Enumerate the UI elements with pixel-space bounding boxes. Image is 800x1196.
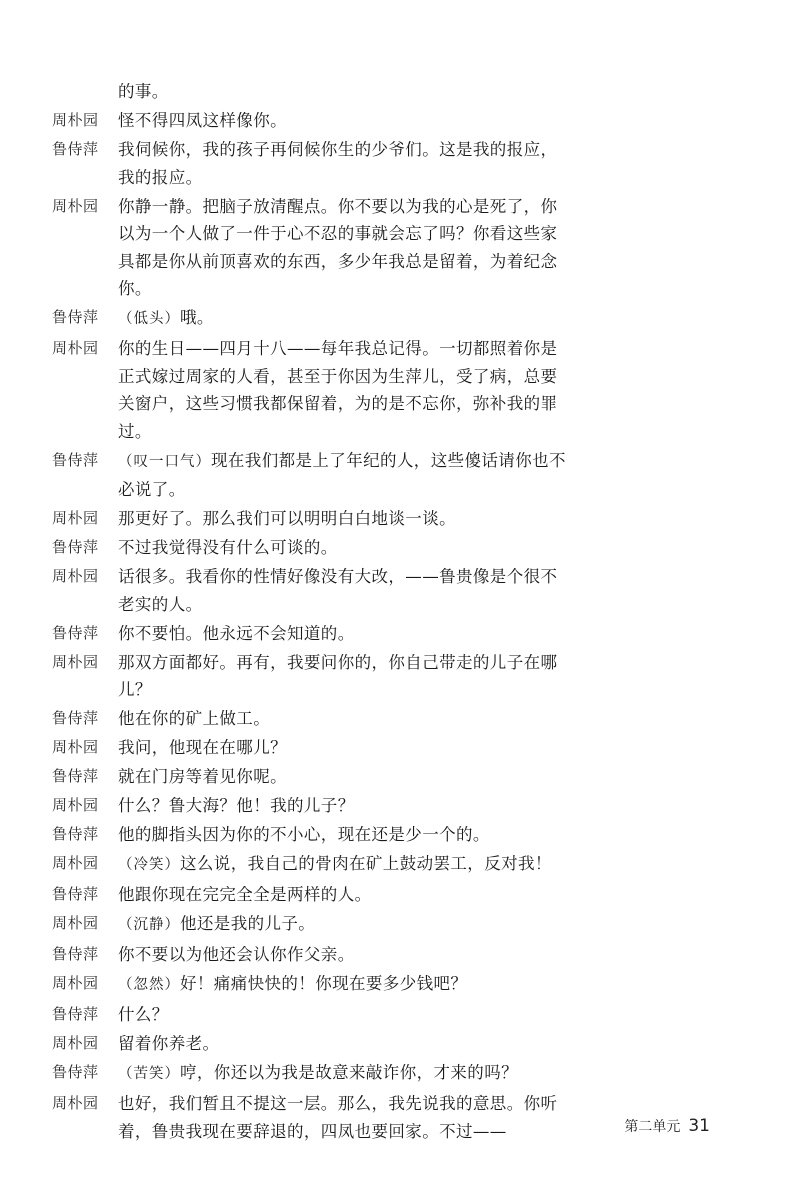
speaker-name: 周朴园 [52, 738, 99, 756]
speech-body: 留着你养老。 [118, 1034, 220, 1053]
dialogue-line [52, 941, 572, 970]
speech-text [118, 881, 572, 909]
speech-body: 的事。 [118, 82, 169, 101]
page-number: 31 [688, 1116, 710, 1136]
dialogue-line [52, 335, 572, 447]
speaker-name: 鲁侍萍 [52, 623, 99, 642]
dialogue-line [52, 1030, 572, 1059]
dialogue-line [52, 910, 572, 941]
dialogue-line [52, 193, 572, 305]
speaker-name: 鲁侍萍 [52, 140, 99, 158]
speech-text [118, 620, 572, 648]
speaker-name: 鲁侍萍 [52, 709, 99, 727]
speech-text [118, 136, 572, 191]
speech-text [118, 734, 572, 762]
speech-body: 那更好了。那么我们可以明明白白地谈一谈。 [118, 509, 456, 528]
dialogue-line [52, 563, 572, 620]
speaker-name: 鲁侍萍 [52, 1063, 99, 1081]
dialogue-line [52, 881, 572, 910]
stage-direction: （冷笑） [118, 857, 180, 873]
speech-body: 我问，他现在在哪儿？ [118, 738, 287, 757]
speech-body: 不过我觉得没有什么可谈的。 [118, 538, 338, 557]
speech-text [118, 1059, 572, 1089]
dialogue-line [52, 763, 572, 792]
speaker-name: 周朴园 [52, 339, 99, 357]
speech-body: 什么？ [118, 1005, 169, 1024]
dialogue-line [52, 649, 572, 706]
speech-body: 那双方面都好。再有，我要问你的，你自己带走的儿子在哪儿？ [118, 652, 558, 699]
speaker-name: 周朴园 [52, 854, 99, 872]
dialogue-line [52, 534, 572, 563]
speech-text [118, 850, 572, 880]
speech-text [118, 335, 572, 445]
speech-body: 话很多。我看你的性情好像没有大改，——鲁贵像是个很不老实的人。 [118, 567, 558, 614]
speech-text [118, 649, 572, 704]
dialogue-line [52, 447, 572, 506]
speaker-name: 周朴园 [52, 974, 99, 992]
dialogue-text [52, 78, 572, 1147]
speaker-name: 周朴园 [52, 567, 99, 585]
speech-body: 你静一静。把脑子放清醒点。你不要以为我的心是死了，你以为一个人做了一件于心不忍的事就会忘了吗？你看这些家具都是你从前顶喜欢的东西，多少年我总是留着，为着纪念你。 [118, 196, 558, 298]
speaker-name: 周朴园 [52, 796, 99, 814]
speaker-name: 鲁侍萍 [52, 885, 99, 903]
speaker-name: 鲁侍萍 [52, 308, 99, 326]
speech-text [118, 107, 572, 135]
dialogue-line [52, 734, 572, 763]
dialogue-line [52, 304, 572, 335]
dialogue-line [52, 792, 572, 821]
speaker-name: 周朴园 [52, 652, 99, 671]
speech-body: 什么？鲁大海？他！我的儿子？ [118, 796, 355, 815]
speaker-name: 周朴园 [52, 509, 99, 527]
speech-body: 就在门房等着见你呢。 [118, 767, 287, 786]
speech-body: 也好，我们暂且不提这一层。那么，我先说我的意思。你听着，鲁贵我现在要辞退的，四凤也要回家。不过—— [118, 1094, 558, 1141]
speaker-name: 周朴园 [52, 1094, 99, 1112]
speaker-name: 鲁侍萍 [52, 767, 99, 785]
speaker-name: 周朴园 [52, 196, 99, 215]
speaker-name: 鲁侍萍 [52, 825, 99, 843]
dialogue-line [52, 136, 572, 193]
dialogue-line [52, 970, 572, 1001]
stage-direction: （低头） [118, 311, 180, 327]
speaker-name: 鲁侍萍 [52, 945, 99, 963]
speech-text [118, 304, 572, 334]
dialogue-line [52, 107, 572, 136]
speech-body: 好！痛痛快快的！你现在要多少钱吧？ [180, 974, 468, 993]
speaker-name: 周朴园 [52, 1034, 99, 1052]
speech-body: 哼，你还以为我是故意来敲诈你，才来的吗？ [180, 1063, 518, 1082]
speech-body: 他跟你现在完完全全是两样的人。 [118, 885, 372, 904]
speech-body: 怪不得四凤这样像你。 [118, 111, 287, 130]
speech-text [118, 78, 572, 106]
speech-text [118, 1030, 572, 1058]
speech-text [118, 792, 572, 820]
speaker-name: 鲁侍萍 [52, 450, 99, 469]
speech-body: 哦。 [180, 308, 214, 327]
stage-direction: （苦笑） [118, 1066, 180, 1082]
speaker-name: 周朴园 [52, 111, 99, 129]
speech-body: 这么说，我自己的骨肉在矿上鼓动罢工，反对我！ [180, 854, 552, 873]
dialogue-line [52, 505, 572, 534]
unit-label: 第二单元 [624, 1119, 681, 1135]
speech-text [118, 910, 572, 940]
dialogue-line [52, 850, 572, 881]
dialogue-line [52, 705, 572, 734]
speech-text [118, 941, 572, 969]
speech-body: 你的生日——四月十八——每年我总记得。一切都照着你是正式嫁过周家的人看，甚至于你因为生萍儿，受了病，总要关窗户，这些习惯我都保留着，为的是不忘你，弥补我的罪过。 [118, 339, 558, 441]
speech-text [118, 1001, 572, 1029]
dialogue-line [52, 620, 572, 649]
speech-text [118, 193, 572, 303]
speech-text [118, 534, 572, 562]
speech-text [118, 505, 572, 533]
speech-body: 他还是我的儿子。 [180, 914, 316, 933]
speech-text [118, 970, 572, 1000]
dialogue-line [52, 1001, 572, 1030]
speech-text [118, 821, 572, 849]
stage-direction: （忽然） [118, 977, 180, 993]
dialogue-line [52, 821, 572, 850]
speech-text [118, 763, 572, 791]
speech-body: 他在你的矿上做工。 [118, 709, 271, 728]
speech-text [118, 1090, 572, 1145]
dialogue-line [52, 78, 572, 107]
speech-body: 我伺候你，我的孩子再伺候你生的少爷们。这是我的报应，我的报应。 [118, 140, 558, 187]
speaker-name: 周朴园 [52, 914, 99, 932]
page-footer [624, 1116, 710, 1136]
speech-text [118, 447, 572, 504]
speech-text [118, 705, 572, 733]
dialogue-line [52, 1059, 572, 1090]
stage-direction: （叹一口气） [118, 453, 211, 470]
speaker-name: 鲁侍萍 [52, 1005, 99, 1023]
speech-body: 他的脚指头因为你的不小心，现在还是少一个的。 [118, 825, 490, 844]
speech-body: 现在我们都是上了年纪的人，这些傻话请你也不必说了。 [118, 450, 566, 499]
speaker-name: 鲁侍萍 [52, 538, 99, 556]
speech-body: 你不要以为他还会认你作父亲。 [118, 945, 355, 964]
stage-direction: （沉静） [118, 917, 180, 933]
speech-text [118, 563, 572, 618]
speech-body: 你不要怕。他永远不会知道的。 [118, 623, 355, 643]
dialogue-line [52, 1090, 572, 1147]
